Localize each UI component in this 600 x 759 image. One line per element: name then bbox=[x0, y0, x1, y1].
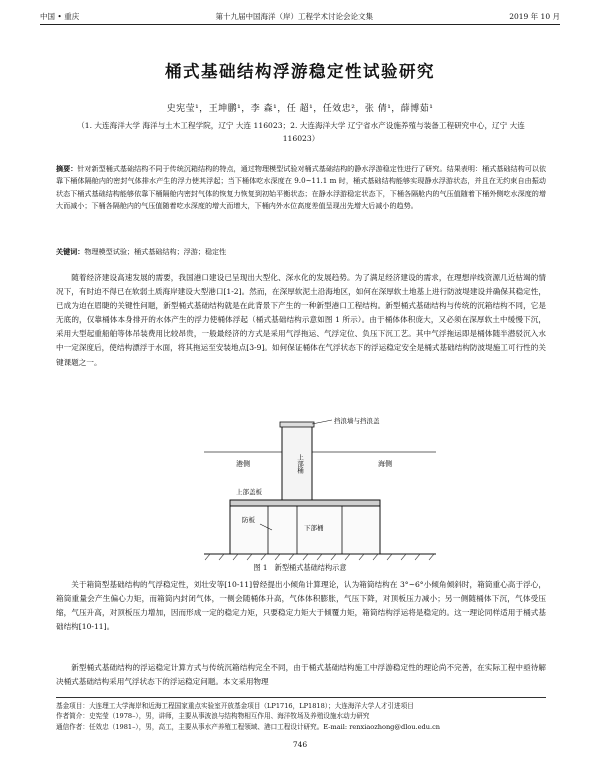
footnote-author: 作者简介：史宪莹（1978–），男，讲师，主要从事波浪与结构物相互作用、海洋牧场及养殖设施水动力研究 bbox=[56, 712, 370, 721]
paper-title: 桶式基础结构浮游稳定性试验研究 bbox=[165, 62, 435, 81]
header-date: 2019 年 10 月 bbox=[509, 11, 560, 21]
footnote-rule bbox=[56, 697, 546, 698]
label-wave-wall: 挡浪墙与挡浪盖 bbox=[334, 417, 380, 425]
wave-wall-leader bbox=[312, 420, 332, 424]
running-header bbox=[40, 10, 560, 22]
footnotes bbox=[56, 701, 546, 732]
keywords-label: 关键词： bbox=[56, 247, 85, 256]
body-paragraph-3: 新型桶式基础结构的浮运稳定计算方式与传统沉箱结构完全不同，由于桶式基础结构施工中浮游稳定性的理论尚不完善，在实际工程中亟待解决桶式基础结构采用气浮状态下的浮运稳定问题。本文采用物理 bbox=[56, 663, 546, 687]
label-upper-cylinder: 上部桶 bbox=[296, 454, 304, 474]
abstract-label: 摘要： bbox=[56, 164, 78, 173]
label-top-slab: 上部盖板 bbox=[236, 488, 262, 496]
label-lower-bucket: 下部桶 bbox=[304, 524, 324, 532]
abstract-text: 针对新型桶式基础结构不同于传统沉箱结构的特点，通过物理模型试验对桶式基础结构的静水浮游稳定性进行了研究。结果表明：桶式基础结构可以依靠下桶体隔舱内的密封气体排水产生的浮力使其浮起；当下桶体吃水深度在 9.0~11.1 m 时，桶式基础结构能够实现静水浮游状态，并且在无约束自由振动状态下桶式基础结构能够依靠下桶隔舱内密封气体的恢复力恢复到初始平衡状态；在静水浮游稳定状态下，下桶各隔舱内的气压值随着下桶外侧吃水深度的增大而减小；下桶各隔舱内的气压值随着吃水深度的增大而增大，下桶内外水位高度差值呈现出先增大后减小的趋势。 bbox=[56, 164, 547, 211]
keywords-text: 物理模型试验；桶式基础结构；浮游；稳定性 bbox=[84, 247, 227, 256]
label-sea-side: 海侧 bbox=[378, 460, 392, 468]
label-harbor-side: 港侧 bbox=[236, 460, 250, 468]
top-slab-shape bbox=[230, 500, 380, 506]
page-number: 746 bbox=[292, 740, 308, 749]
keywords bbox=[56, 247, 546, 257]
figure-1-caption: 图 1 新型桶式基础结构示意 bbox=[253, 563, 347, 572]
body-paragraph-2: 关于箱筒型基础结构的气浮稳定性，刘壮安等[10-11]曾经提出小倾角计算理论，认为箱筒结构在 3°~6°小倾角倾斜时，箱筒重心高于浮心，箱筒重量会产生偏心力矩，而箱筒内封闭气体，一侧会随桶体升高，气体体积膨胀，气压下降，对顶板压力减小；另一侧随桶体下沉，气体受压缩，气压升高，对顶板压力增加，因而形成一定的稳定力矩，只要稳定力矩大于倾覆力矩，箱筒结构浮运将是稳定的。这一理论同样适用于桶式基础结构[10-11]。 bbox=[56, 580, 546, 632]
author-list: 史宪莹¹，王坤鹏¹，李 森¹，任 超¹，任效忠²，张 倩¹，薛博茹¹ bbox=[166, 104, 434, 114]
seabed-hatching bbox=[205, 554, 434, 560]
footnote-contact: 通信作者：任效忠（1981–），男，高工，主要从事水产养殖工程领域、港口工程设计研究。E-mail: renxiaozhong@dlou.edu.cn bbox=[56, 722, 441, 731]
body-paragraph-1: 随着经济建设高速发展的需要，我国港口建设已呈现出大型化、深水化的发展趋势。为了满足经济建设的需求，在理想岸线资源几近枯竭的情况下，有时迫不得已在软弱土质海岸建设大型港口[1-2]。然而，在深厚软泥土沿海地区，如何在深厚软土地基上进行防波堤建设并确保其稳定性，已成为迫在眉睫的关键性问题，新型桶式基础结构就是在此背景下产生的一种新型港口工程结构。新型桶式基础结构与传统的沉箱结构不同，它是无底的，仅靠桶体本身排开的水体产生的浮力使桶体浮起（桶式基础结构示意如图 1 所示）。由于桶体体积庞大，又必须在深厚软土中缓慢下沉，采用大型起重船舶等体吊装费用比较昂贵，一般最经济的方式是采用气浮拖运、气浮定位、负压下沉工艺。其中气浮拖运即是桶体随半潜驳沉入水中一定深度后，使结构漂浮于水面，将其拖运至安装地点[3-9]。如何保证桶体在气浮状态下的浮运稳定安全是桶式基础结构防波堤施工可行性的关键课题之一。 bbox=[56, 273, 546, 367]
header-rule bbox=[40, 24, 560, 25]
figure-1-diagram bbox=[200, 414, 440, 562]
wave-wall-cap bbox=[280, 422, 314, 427]
abstract bbox=[56, 163, 546, 213]
label-anti-wave: 防板 bbox=[242, 516, 255, 524]
header-location: 中国 • 重庆 bbox=[40, 11, 80, 21]
affiliations: （1. 大连海洋大学 海洋与土木工程学院，辽宁 大连 116023；2. 大连海洋大学 辽宁省水产设施养殖与装备工程研究中心，辽宁 大连 116023） bbox=[77, 121, 525, 143]
header-proceedings: 第十九届中国海洋（岸）工程学术讨论会论文集 bbox=[215, 11, 373, 21]
footnote-fund: 基金项目：大连理工大学海岸和近海工程国家重点实验室开放基金项目（LP1716，LP1818）；大连海洋大学人才引进项目 bbox=[56, 702, 414, 710]
